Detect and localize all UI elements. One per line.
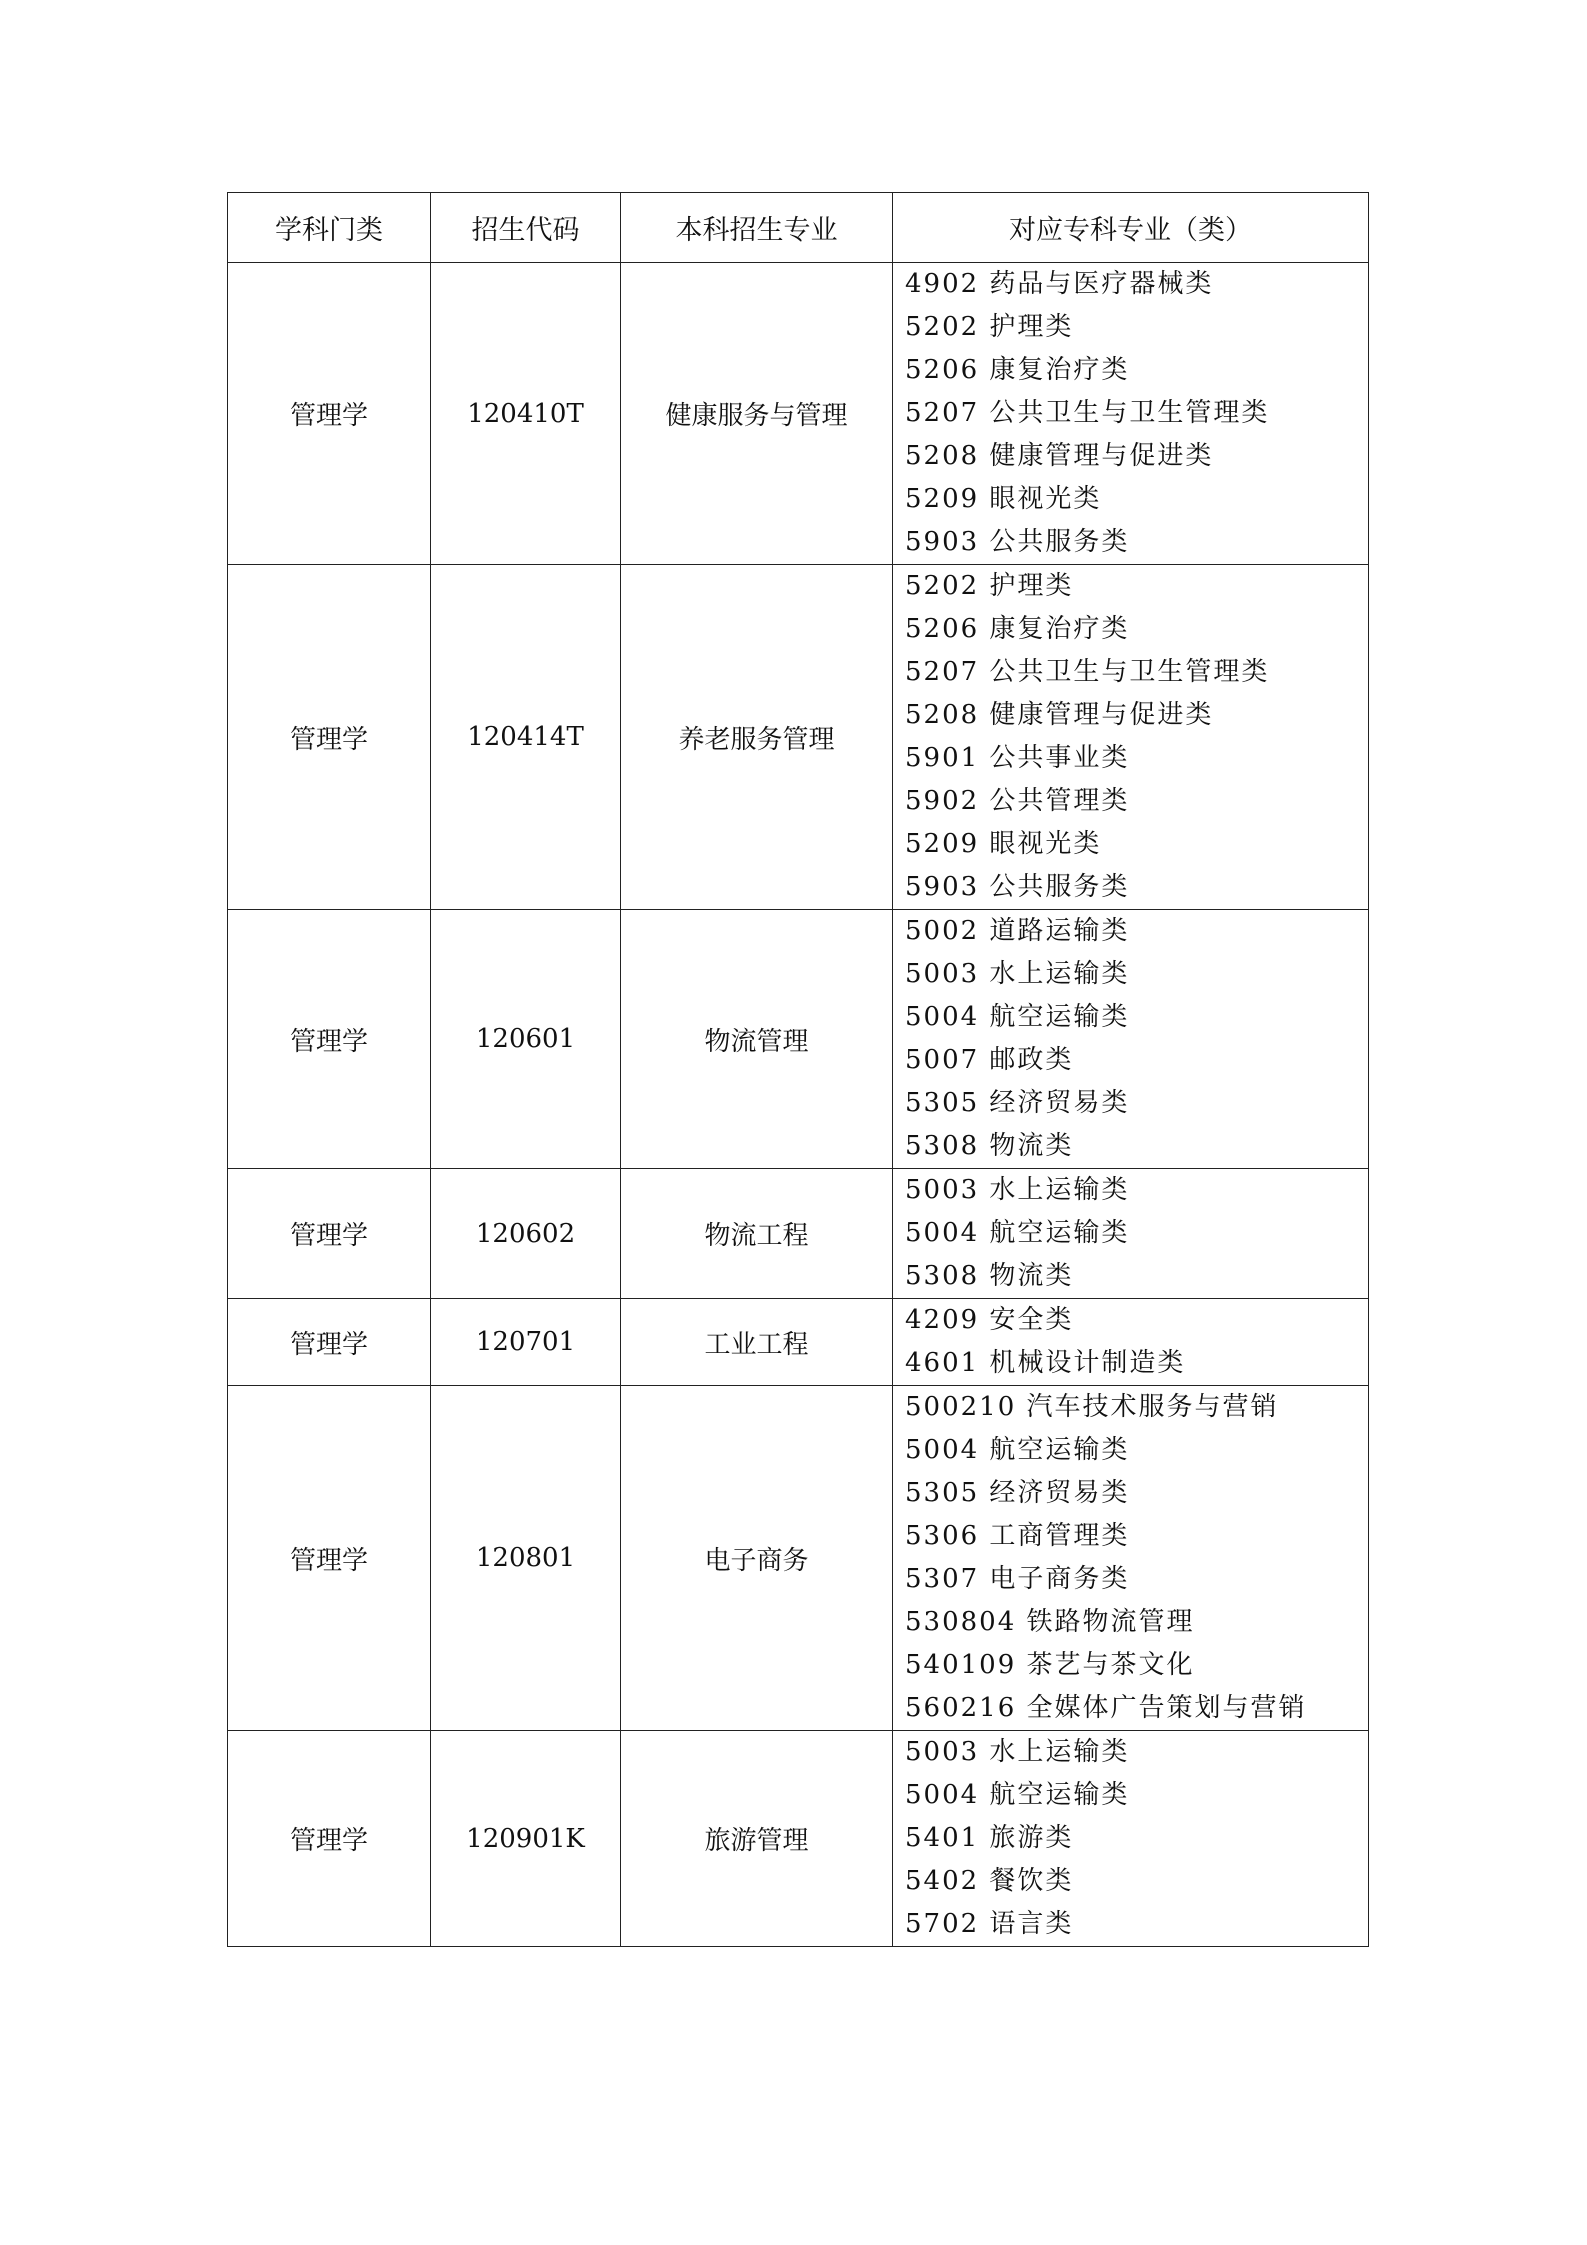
- specialties-cell: [893, 1169, 1369, 1299]
- major-cell: 物流工程: [621, 1169, 893, 1299]
- category-cell: 管理学: [228, 910, 431, 1169]
- specialty-item: 5308 物流类: [905, 1131, 1074, 1161]
- specialty-item: 5208 健康管理与促进类: [905, 441, 1214, 471]
- specialty-item: 4902 药品与医疗器械类: [905, 269, 1214, 299]
- code-cell: 120410T: [431, 263, 621, 565]
- table-row: [228, 910, 1369, 1169]
- specialties-cell: [893, 1731, 1369, 1947]
- specialty-item: 4209 安全类: [905, 1305, 1074, 1335]
- specialties-cell: [893, 910, 1369, 1169]
- major-cell: 旅游管理: [621, 1731, 893, 1947]
- specialty-item: 5003 水上运输类: [905, 1175, 1130, 1205]
- specialty-item: 530804 铁路物流管理: [905, 1607, 1195, 1637]
- table-row: [228, 1169, 1369, 1299]
- specialties-cell: [893, 1386, 1369, 1731]
- specialties-cell: [893, 263, 1369, 565]
- specialty-item: 5003 水上运输类: [905, 1737, 1130, 1767]
- specialty-item: 5306 工商管理类: [905, 1521, 1130, 1551]
- major-cell: 健康服务与管理: [621, 263, 893, 565]
- specialties-cell: [893, 565, 1369, 910]
- code-cell: 120602: [431, 1169, 621, 1299]
- category-cell: 管理学: [228, 1299, 431, 1386]
- category-cell: 管理学: [228, 263, 431, 565]
- specialty-item: 5004 航空运输类: [905, 1002, 1130, 1032]
- specialty-item: 5401 旅游类: [905, 1823, 1074, 1853]
- specialty-item: 5307 电子商务类: [905, 1564, 1130, 1594]
- specialty-item: 5206 康复治疗类: [905, 355, 1130, 385]
- specialty-item: 5402 餐饮类: [905, 1866, 1074, 1896]
- major-cell: 养老服务管理: [621, 565, 893, 910]
- specialty-item: 5209 眼视光类: [905, 484, 1102, 514]
- specialty-item: 5208 健康管理与促进类: [905, 700, 1214, 730]
- specialty-item: 5207 公共卫生与卫生管理类: [905, 398, 1270, 428]
- header-category: 学科门类: [228, 193, 431, 263]
- specialty-item: 5903 公共服务类: [905, 872, 1130, 902]
- table-row: [228, 263, 1369, 565]
- specialty-item: 5901 公共事业类: [905, 743, 1130, 773]
- table-row: [228, 565, 1369, 910]
- code-cell: 120801: [431, 1386, 621, 1731]
- header-specialties: 对应专科专业（类）: [893, 193, 1369, 263]
- specialty-item: 500210 汽车技术服务与营销: [905, 1392, 1279, 1422]
- category-cell: 管理学: [228, 565, 431, 910]
- table-row: [228, 1386, 1369, 1731]
- specialty-item: 5202 护理类: [905, 312, 1074, 342]
- specialty-item: 5003 水上运输类: [905, 959, 1130, 989]
- category-cell: 管理学: [228, 1386, 431, 1731]
- specialty-item: 5702 语言类: [905, 1909, 1074, 1939]
- specialty-item: 5209 眼视光类: [905, 829, 1102, 859]
- table-body: [228, 263, 1369, 1947]
- specialty-mapping-table: [227, 192, 1369, 1947]
- specialty-item: 5902 公共管理类: [905, 786, 1130, 816]
- major-cell: 物流管理: [621, 910, 893, 1169]
- table-row: [228, 1299, 1369, 1386]
- major-cell: 电子商务: [621, 1386, 893, 1731]
- table-header-row: [228, 193, 1369, 263]
- specialty-item: 5206 康复治疗类: [905, 614, 1130, 644]
- code-cell: 120701: [431, 1299, 621, 1386]
- specialty-item: 560216 全媒体广告策划与营销: [905, 1693, 1307, 1723]
- specialty-item: 5305 经济贸易类: [905, 1088, 1130, 1118]
- specialty-item: 5207 公共卫生与卫生管理类: [905, 657, 1270, 687]
- specialty-item: 5004 航空运输类: [905, 1780, 1130, 1810]
- specialties-cell: [893, 1299, 1369, 1386]
- code-cell: 120901K: [431, 1731, 621, 1947]
- header-major: 本科招生专业: [621, 193, 893, 263]
- major-cell: 工业工程: [621, 1299, 893, 1386]
- specialty-item: 5202 护理类: [905, 571, 1074, 601]
- specialty-item: 5305 经济贸易类: [905, 1478, 1130, 1508]
- specialty-item: 5308 物流类: [905, 1261, 1074, 1291]
- code-cell: 120414T: [431, 565, 621, 910]
- specialty-item: 5004 航空运输类: [905, 1218, 1130, 1248]
- code-cell: 120601: [431, 910, 621, 1169]
- header-code: 招生代码: [431, 193, 621, 263]
- category-cell: 管理学: [228, 1169, 431, 1299]
- category-cell: 管理学: [228, 1731, 431, 1947]
- specialty-item: 5007 邮政类: [905, 1045, 1074, 1075]
- specialty-item: 5903 公共服务类: [905, 527, 1130, 557]
- specialty-item: 540109 茶艺与茶文化: [905, 1650, 1195, 1680]
- table-row: [228, 1731, 1369, 1947]
- specialty-item: 5002 道路运输类: [905, 916, 1130, 946]
- specialty-item: 4601 机械设计制造类: [905, 1348, 1186, 1378]
- specialty-item: 5004 航空运输类: [905, 1435, 1130, 1465]
